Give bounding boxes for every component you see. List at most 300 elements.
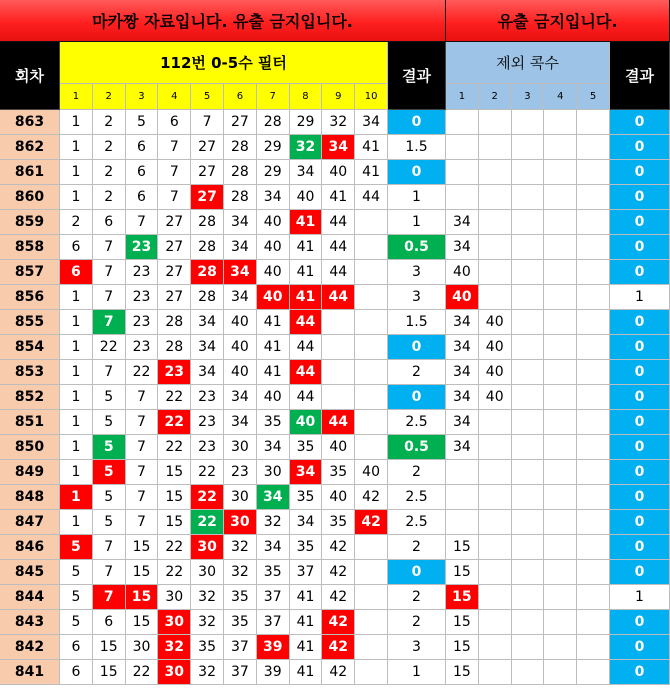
result-2-cell: 0 [610, 635, 670, 660]
result-cell: 0 [388, 160, 446, 185]
filter-number-cell: 40 [224, 310, 257, 335]
filter-number-cell: 34 [224, 285, 257, 310]
filter-number-cell: 15 [126, 535, 159, 560]
filter-number-cell: 27 [191, 135, 224, 160]
exclusion-number-cell [479, 535, 512, 560]
result-2-cell: 0 [610, 485, 670, 510]
exclusion-number-cell [446, 135, 479, 160]
filter-number-cell: 5 [60, 610, 93, 635]
filter-number-cell: 5 [93, 410, 126, 435]
filter-number-cell: 7 [93, 260, 126, 285]
filter-number-cell: 7 [93, 585, 126, 610]
filter-number-cell: 34 [191, 335, 224, 360]
exclusion-number-cell [479, 160, 512, 185]
exclusion-number-cell [479, 560, 512, 585]
filter-number-cell: 30 [224, 510, 257, 535]
round-cell: 858 [0, 235, 60, 260]
result-cell: 1.5 [388, 310, 446, 335]
filter-number-cell: 1 [60, 310, 93, 335]
exclusion-number-cell [446, 510, 479, 535]
filter-number-cell: 7 [126, 385, 159, 410]
filter-number-cell: 23 [126, 310, 159, 335]
exclusion-number-cell: 40 [479, 310, 512, 335]
result-cell: 0.5 [388, 435, 446, 460]
filter-number-cell: 22 [158, 435, 191, 460]
filter-number-cell: 6 [126, 135, 159, 160]
filter-number-cell: 1 [60, 435, 93, 460]
exclusion-number-cell [577, 435, 610, 460]
exclusion-number-cell [479, 210, 512, 235]
filter-number-cell: 27 [158, 210, 191, 235]
filter-number-cell: 7 [126, 485, 159, 510]
filter-number-cell: 40 [224, 360, 257, 385]
filter-number-cell: 37 [224, 635, 257, 660]
filter-number-cell: 7 [93, 535, 126, 560]
filter-number-cell [355, 385, 388, 410]
exclusion-number-cell: 40 [446, 260, 479, 285]
exclusion-number-cell [512, 335, 545, 360]
filter-number-cell: 44 [290, 310, 323, 335]
filter-number-cell: 1 [60, 285, 93, 310]
filter-number-cell: 22 [126, 660, 159, 685]
filter-number-cell: 40 [322, 485, 355, 510]
filter-number-cell: 7 [126, 410, 159, 435]
filter-number-cell: 29 [257, 135, 290, 160]
filter-number-cell [322, 360, 355, 385]
filter-number-cell: 40 [257, 385, 290, 410]
filter-number-cell: 40 [355, 460, 388, 485]
exclusion-number-cell [479, 235, 512, 260]
filter-number-cell: 39 [257, 660, 290, 685]
result-2-cell: 0 [610, 410, 670, 435]
filter-number-cell [322, 310, 355, 335]
result-header-2: 결과 [610, 42, 670, 110]
filter-number-cell: 22 [126, 360, 159, 385]
filter-number-cell: 40 [257, 285, 290, 310]
filter-number-cell: 28 [191, 260, 224, 285]
filter-number-cell: 44 [290, 360, 323, 385]
filter-number-cell: 2 [60, 210, 93, 235]
filter-number-cell: 41 [290, 285, 323, 310]
result-2-cell: 0 [610, 260, 670, 285]
filter-number-cell: 6 [60, 235, 93, 260]
result-2-cell: 0 [610, 610, 670, 635]
exclusion-number-cell [512, 660, 545, 685]
result-2-cell: 0 [610, 510, 670, 535]
exclusion-number-cell [479, 585, 512, 610]
filter-number-cell: 23 [191, 385, 224, 410]
filter-number-cell: 32 [257, 510, 290, 535]
filter-number-cell: 15 [158, 485, 191, 510]
filter-number-cell: 1 [60, 185, 93, 210]
exclusion-number-cell [479, 260, 512, 285]
filter-number-cell: 15 [126, 585, 159, 610]
filter-number-cell: 34 [290, 460, 323, 485]
exclusion-number-cell: 34 [446, 235, 479, 260]
exclusion-number-cell [544, 360, 577, 385]
exclusion-number-cell [577, 535, 610, 560]
result-cell: 2 [388, 535, 446, 560]
filter-number-cell: 30 [126, 635, 159, 660]
round-header: 회차 [0, 42, 60, 110]
round-cell: 863 [0, 110, 60, 135]
filter-number-cell: 5 [60, 585, 93, 610]
filter-number-cell [355, 335, 388, 360]
filter-number-cell: 28 [158, 310, 191, 335]
filter-number-cell: 44 [355, 185, 388, 210]
filter-number-cell: 40 [290, 410, 323, 435]
filter-number-cell [355, 535, 388, 560]
filter-number-cell: 5 [93, 485, 126, 510]
filter-number-cell: 23 [126, 235, 159, 260]
result-2-cell: 0 [610, 210, 670, 235]
filter-number-cell: 32 [224, 560, 257, 585]
filter-number-cell: 28 [224, 135, 257, 160]
exclusion-number-cell [544, 160, 577, 185]
filter-number-cell: 6 [60, 635, 93, 660]
filter-number-cell: 7 [93, 235, 126, 260]
filter-number-cell [355, 235, 388, 260]
round-cell: 853 [0, 360, 60, 385]
exclusion-number-cell [577, 410, 610, 435]
result-2-cell: 0 [610, 360, 670, 385]
exclusion-number-cell [544, 385, 577, 410]
filter-number-cell: 30 [224, 435, 257, 460]
exclusion-number-cell [577, 560, 610, 585]
filter-number-cell [355, 435, 388, 460]
exclusion-number-cell [577, 460, 610, 485]
exclusion-number-cell [479, 510, 512, 535]
exclusion-number-cell [512, 285, 545, 310]
exclusion-number-cell [577, 210, 610, 235]
exclusion-number-cell [512, 360, 545, 385]
filter-number-cell: 34 [224, 385, 257, 410]
filter-number-cell: 30 [257, 460, 290, 485]
result-2-cell: 1 [610, 585, 670, 610]
exclusion-number-cell [479, 460, 512, 485]
result-2-cell: 0 [610, 535, 670, 560]
result-cell: 1.5 [388, 135, 446, 160]
round-cell: 841 [0, 660, 60, 685]
filter-number-cell: 1 [60, 410, 93, 435]
filter-number-cell: 40 [257, 260, 290, 285]
filter-number-cell: 42 [322, 585, 355, 610]
filter-number-cell: 7 [93, 310, 126, 335]
exclusion-number-cell: 34 [446, 385, 479, 410]
exclusion-number-cell [512, 460, 545, 485]
filter-number-cell: 27 [224, 110, 257, 135]
exclusion-number-cell [544, 585, 577, 610]
round-cell: 846 [0, 535, 60, 560]
filter-number-cell: 35 [322, 510, 355, 535]
result-cell: 1 [388, 185, 446, 210]
filter-number-cell: 40 [290, 185, 323, 210]
filter-number-cell: 22 [191, 510, 224, 535]
filter-number-cell: 41 [290, 210, 323, 235]
result-2-cell: 0 [610, 560, 670, 585]
filter-number-cell: 28 [191, 235, 224, 260]
filter-number-cell: 7 [93, 560, 126, 585]
exclusion-number-cell [479, 410, 512, 435]
filter-number-cell: 35 [322, 460, 355, 485]
filter-number-cell: 27 [191, 160, 224, 185]
result-2-cell: 0 [610, 110, 670, 135]
round-cell: 843 [0, 610, 60, 635]
filter-number-cell: 34 [257, 485, 290, 510]
exclusion-number-cell [512, 160, 545, 185]
filter-number-cell: 32 [191, 585, 224, 610]
filter-number-cell: 37 [257, 610, 290, 635]
exclusion-number-cell [577, 660, 610, 685]
filter-number-cell: 7 [158, 135, 191, 160]
exclusion-number-cell: 40 [479, 385, 512, 410]
round-cell: 850 [0, 435, 60, 460]
filter-number-cell: 42 [322, 660, 355, 685]
filter-number-cell: 34 [191, 310, 224, 335]
exclusion-number-cell [446, 160, 479, 185]
filter-number-cell: 34 [224, 260, 257, 285]
exclusion-number-cell [577, 235, 610, 260]
filter-number-cell: 27 [158, 260, 191, 285]
exclusion-number-cell: 15 [446, 660, 479, 685]
filter-number-cell: 39 [257, 635, 290, 660]
exclusion-number-cell: 40 [479, 335, 512, 360]
result-cell: 0 [388, 335, 446, 360]
filter-number-cell: 34 [191, 360, 224, 385]
filter-number-cell [355, 560, 388, 585]
filter-number-cell: 42 [322, 535, 355, 560]
filter-number-cell: 27 [191, 185, 224, 210]
exclusion-number-cell [577, 610, 610, 635]
filter-number-cell: 35 [290, 485, 323, 510]
exclusion-number-cell [446, 110, 479, 135]
exclusion-number-cell [512, 135, 545, 160]
exclusion-number-cell [544, 660, 577, 685]
exclusion-number-cell [544, 560, 577, 585]
exclusion-number-cell: 40 [446, 285, 479, 310]
exclusion-number-cell [446, 185, 479, 210]
exclusion-number-cell [512, 435, 545, 460]
exclusion-number-cell [512, 410, 545, 435]
result-2-cell: 1 [610, 285, 670, 310]
filter-number-cell: 23 [126, 285, 159, 310]
filter-number-cell: 30 [191, 535, 224, 560]
filter-number-cell: 32 [290, 135, 323, 160]
filter-number-cell: 35 [290, 435, 323, 460]
filter-number-cell: 42 [355, 510, 388, 535]
filter-number-cell [322, 335, 355, 360]
filter-number-cell: 28 [224, 185, 257, 210]
filter-number-cell: 6 [158, 110, 191, 135]
exclusion-number-cell [512, 560, 545, 585]
exclusion-number-cell [544, 460, 577, 485]
filter-number-cell: 40 [322, 160, 355, 185]
filter-number-cell: 34 [224, 410, 257, 435]
filter-number-cell: 30 [191, 560, 224, 585]
filter-number-cell: 27 [158, 235, 191, 260]
round-cell: 848 [0, 485, 60, 510]
filter-number-cell: 42 [322, 560, 355, 585]
filter-number-cell: 41 [257, 335, 290, 360]
exclusion-number-cell [544, 110, 577, 135]
filter-number-cell: 15 [93, 660, 126, 685]
filter-index-cell: 7 [257, 84, 290, 110]
round-cell: 861 [0, 160, 60, 185]
exclusion-number-cell [544, 285, 577, 310]
result-2-cell: 0 [610, 185, 670, 210]
exclusion-title: 제외 콕수 [446, 42, 610, 84]
exclusion-index-cell: 5 [577, 84, 610, 110]
exclusion-number-cell: 15 [446, 610, 479, 635]
exclusion-index-cell: 2 [479, 84, 512, 110]
filter-number-cell: 42 [322, 635, 355, 660]
filter-number-cell: 2 [93, 185, 126, 210]
exclusion-number-cell [544, 235, 577, 260]
filter-number-cell: 5 [93, 435, 126, 460]
filter-number-cell [355, 260, 388, 285]
exclusion-number-cell [479, 485, 512, 510]
filter-number-cell: 30 [224, 485, 257, 510]
result-2-cell: 0 [610, 235, 670, 260]
exclusion-number-cell [512, 185, 545, 210]
filter-number-cell: 15 [158, 460, 191, 485]
filter-number-cell [355, 660, 388, 685]
filter-number-cell: 1 [60, 160, 93, 185]
filter-number-cell: 41 [355, 135, 388, 160]
filter-number-cell: 15 [158, 510, 191, 535]
exclusion-number-cell: 15 [446, 635, 479, 660]
result-header: 결과 [388, 42, 446, 110]
filter-number-cell [355, 410, 388, 435]
result-cell: 2.5 [388, 510, 446, 535]
exclusion-number-cell: 40 [479, 360, 512, 385]
round-cell: 855 [0, 310, 60, 335]
filter-number-cell: 34 [290, 160, 323, 185]
round-cell: 854 [0, 335, 60, 360]
filter-number-cell: 35 [224, 585, 257, 610]
filter-number-cell: 23 [126, 335, 159, 360]
filter-number-cell: 41 [257, 310, 290, 335]
exclusion-number-cell: 34 [446, 360, 479, 385]
filter-number-cell: 34 [224, 210, 257, 235]
exclusion-number-cell [577, 360, 610, 385]
filter-number-cell: 27 [158, 285, 191, 310]
result-cell: 0.5 [388, 235, 446, 260]
round-cell: 859 [0, 210, 60, 235]
exclusion-number-cell [577, 335, 610, 360]
filter-number-cell: 7 [126, 435, 159, 460]
exclusion-number-cell [577, 510, 610, 535]
filter-number-cell: 2 [93, 135, 126, 160]
round-cell: 849 [0, 460, 60, 485]
filter-number-cell: 32 [191, 610, 224, 635]
filter-number-cell: 15 [93, 635, 126, 660]
round-cell: 852 [0, 385, 60, 410]
exclusion-number-cell [479, 660, 512, 685]
filter-number-cell: 37 [257, 585, 290, 610]
exclusion-number-cell [512, 110, 545, 135]
result-cell: 3 [388, 635, 446, 660]
filter-number-cell: 34 [257, 535, 290, 560]
filter-number-cell: 34 [322, 135, 355, 160]
filter-number-cell [355, 610, 388, 635]
filter-number-cell: 5 [93, 510, 126, 535]
filter-number-cell: 23 [191, 410, 224, 435]
exclusion-index-cell: 1 [446, 84, 479, 110]
result-2-cell: 0 [610, 160, 670, 185]
filter-number-cell: 44 [290, 385, 323, 410]
filter-number-cell: 35 [257, 560, 290, 585]
filter-number-cell: 6 [126, 185, 159, 210]
exclusion-number-cell [479, 610, 512, 635]
exclusion-number-cell: 34 [446, 310, 479, 335]
filter-number-cell: 41 [290, 235, 323, 260]
exclusion-number-cell: 34 [446, 335, 479, 360]
filter-index-cell: 6 [224, 84, 257, 110]
exclusion-number-cell [544, 135, 577, 160]
filter-number-cell: 1 [60, 510, 93, 535]
exclusion-number-cell [512, 385, 545, 410]
filter-number-cell: 44 [322, 285, 355, 310]
filter-number-cell: 35 [290, 535, 323, 560]
result-2-cell: 0 [610, 460, 670, 485]
filter-number-cell: 41 [290, 610, 323, 635]
exclusion-number-cell [577, 185, 610, 210]
filter-number-cell: 32 [191, 660, 224, 685]
filter-number-cell: 30 [158, 585, 191, 610]
banner-left: 마카짱 자료입니다. 유출 금지입니다. [0, 0, 446, 42]
filter-number-cell: 28 [191, 285, 224, 310]
result-2-cell: 0 [610, 335, 670, 360]
filter-number-cell: 37 [290, 560, 323, 585]
exclusion-number-cell [577, 160, 610, 185]
exclusion-number-cell [544, 435, 577, 460]
filter-number-cell: 7 [191, 110, 224, 135]
filter-number-cell: 40 [224, 335, 257, 360]
result-2-cell: 0 [610, 660, 670, 685]
filter-number-cell: 34 [224, 235, 257, 260]
round-cell: 842 [0, 635, 60, 660]
filter-number-cell: 5 [60, 535, 93, 560]
filter-number-cell: 22 [93, 335, 126, 360]
exclusion-number-cell: 34 [446, 210, 479, 235]
filter-number-cell: 32 [224, 535, 257, 560]
exclusion-number-cell [544, 635, 577, 660]
result-cell: 0 [388, 110, 446, 135]
filter-number-cell: 28 [158, 335, 191, 360]
filter-number-cell: 34 [257, 185, 290, 210]
filter-number-cell: 34 [257, 435, 290, 460]
filter-number-cell: 7 [126, 510, 159, 535]
filter-number-cell: 7 [126, 210, 159, 235]
filter-number-cell: 1 [60, 110, 93, 135]
filter-number-cell: 7 [126, 460, 159, 485]
filter-number-cell [355, 285, 388, 310]
result-2-cell: 0 [610, 385, 670, 410]
exclusion-number-cell [544, 535, 577, 560]
filter-index-cell: 1 [60, 84, 93, 110]
round-cell: 857 [0, 260, 60, 285]
exclusion-number-cell [446, 460, 479, 485]
filter-number-cell: 1 [60, 135, 93, 160]
exclusion-number-cell: 15 [446, 585, 479, 610]
filter-number-cell: 41 [322, 185, 355, 210]
exclusion-number-cell [544, 210, 577, 235]
filter-number-cell: 7 [158, 185, 191, 210]
result-cell: 1 [388, 210, 446, 235]
filter-number-cell: 44 [322, 260, 355, 285]
filter-number-cell: 29 [257, 160, 290, 185]
